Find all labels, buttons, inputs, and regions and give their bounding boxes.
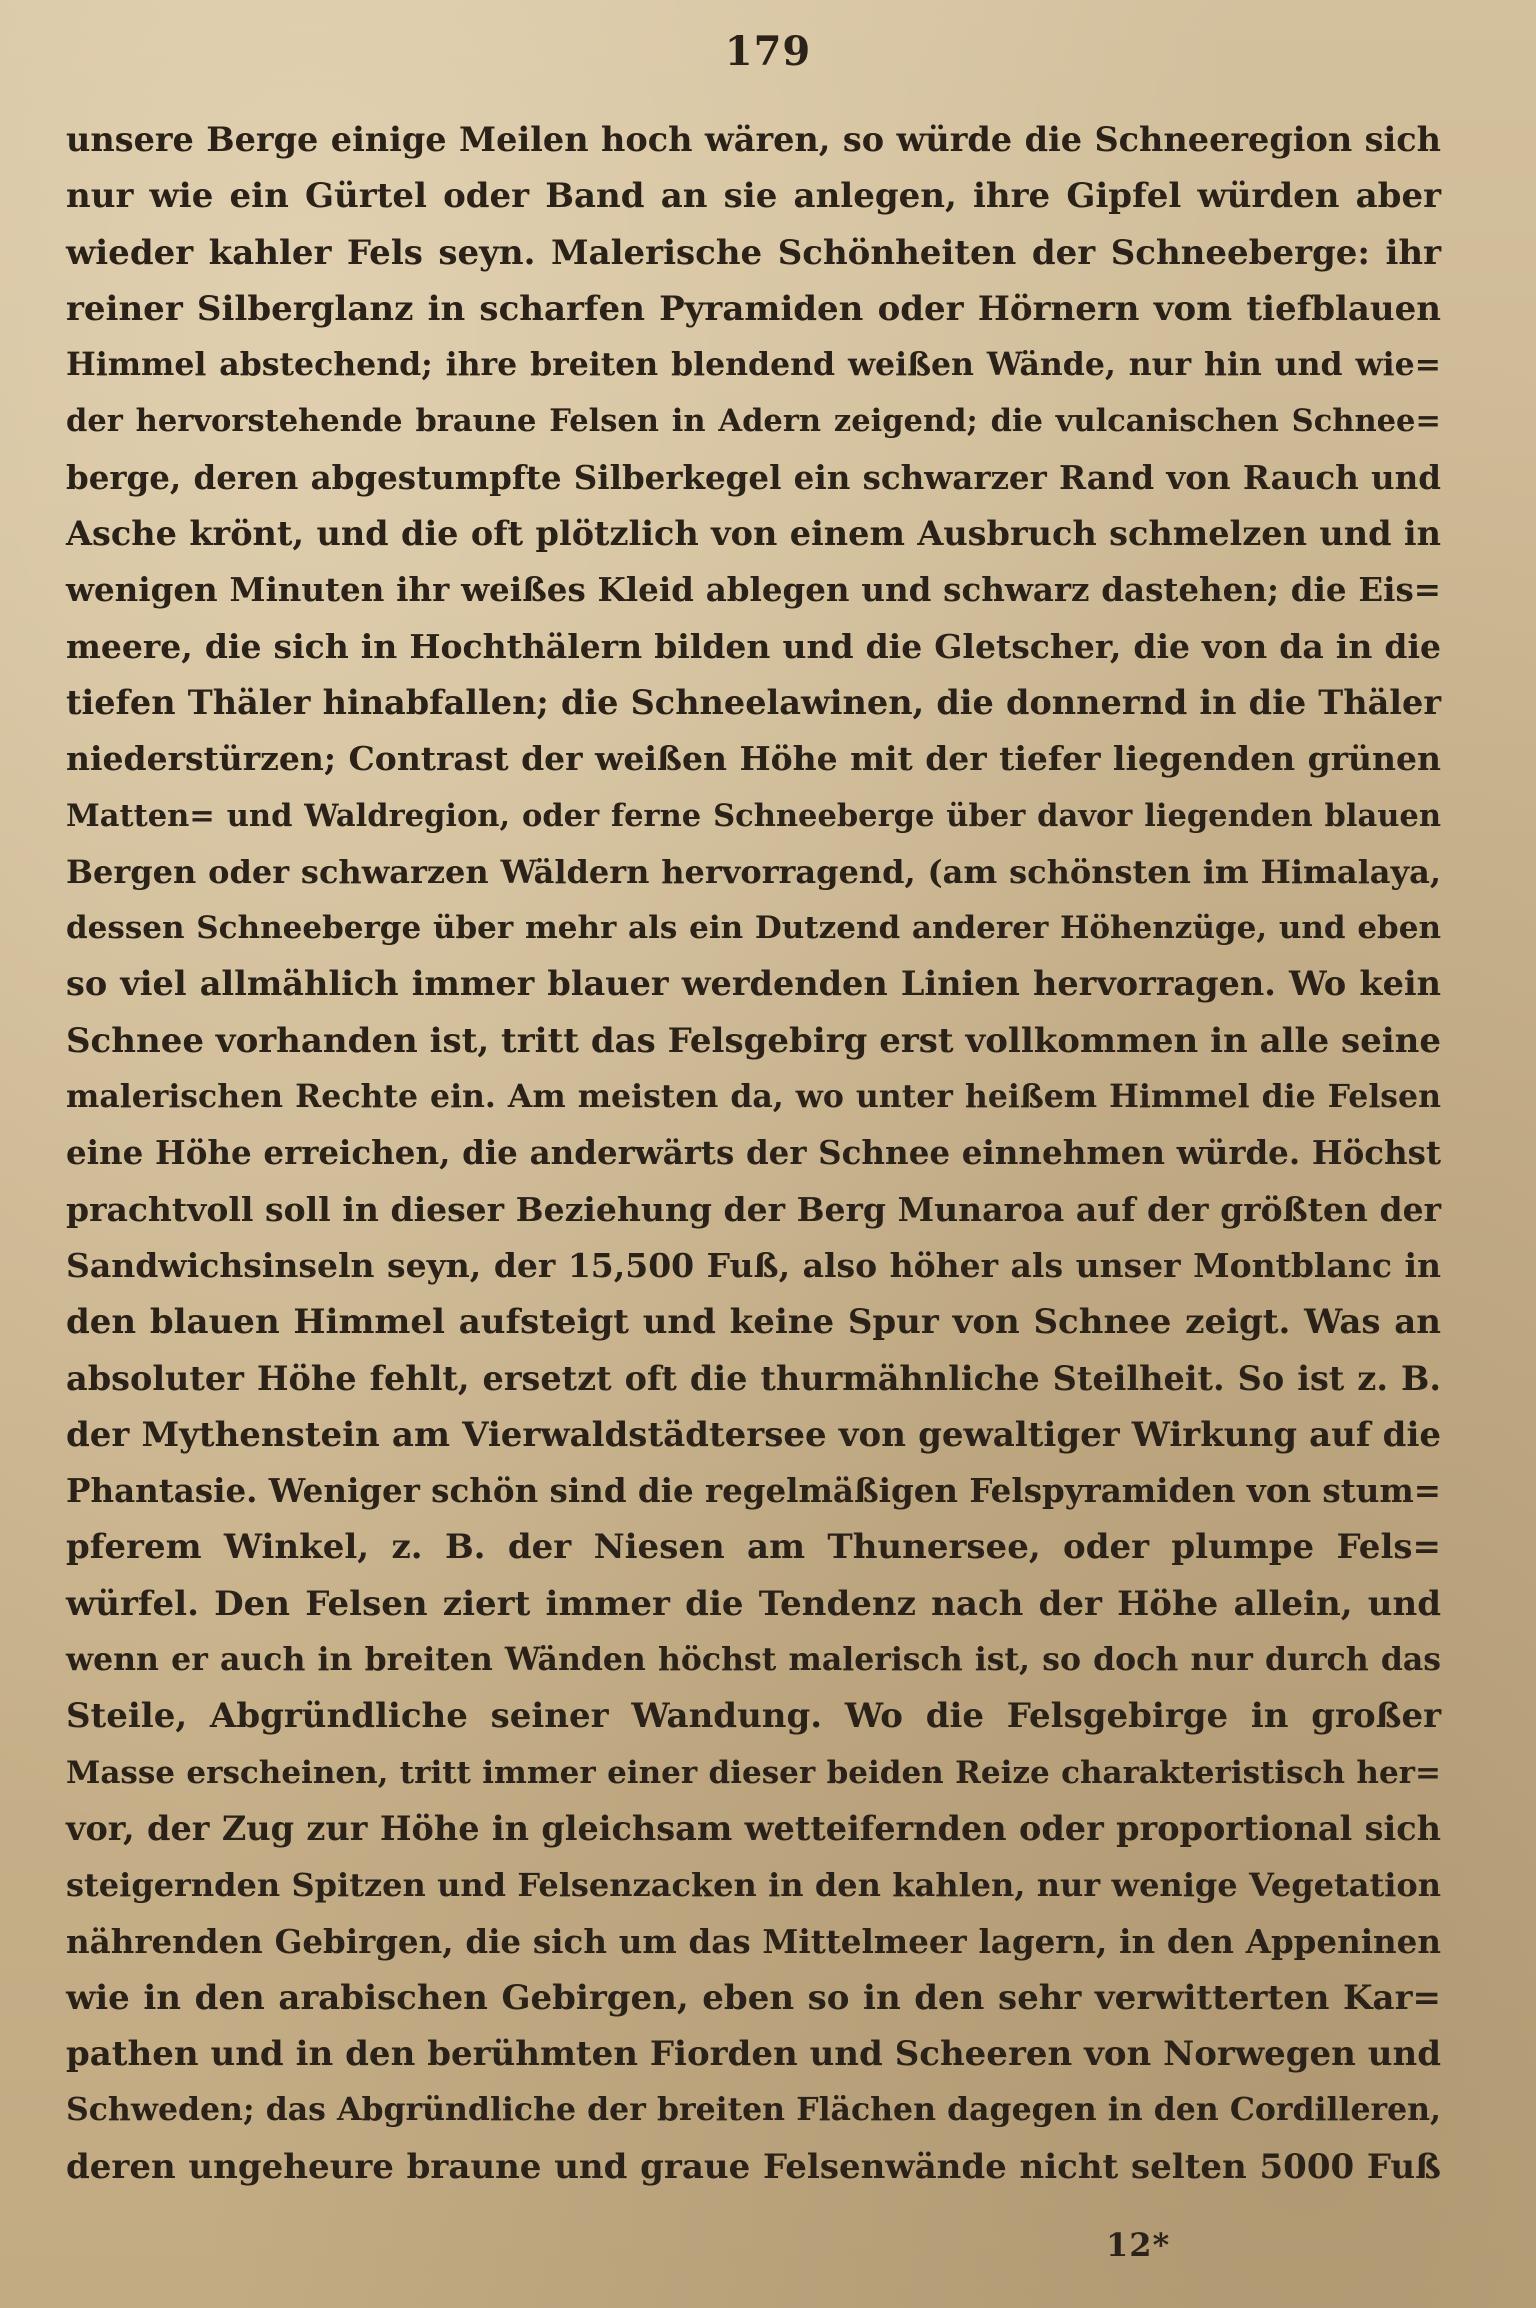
- text-line: meere, die sich in Hochthälern bilden und die Gletscher, die von da in die: [66, 626, 1441, 666]
- text-line: pathen und in den berühmten Fiorden und Scheeren von Norwegen und: [66, 2034, 1441, 2075]
- text-line: eine Höhe erreichen, die anderwärts der Schnee einnehmen würde. Höchst: [66, 1133, 1441, 1173]
- text-line: wieder kahler Fels seyn. Malerische Schönheiten der Schneeberge: ihr: [66, 232, 1441, 273]
- page-number: 179: [724, 28, 812, 75]
- text-line: Schweden; das Abgründliche der breiten Flächen dagegen in den Cordilleren,: [66, 2091, 1441, 2129]
- text-line: berge, deren abgestumpfte Silberkegel ein schwarzer Rand von Rauch und: [66, 457, 1441, 497]
- text-line: Schnee vorhanden ist, tritt das Felsgebirg erst vollkommen in alle seine: [66, 1020, 1441, 1061]
- text-line: niederstürzen; Contrast der weißen Höhe mit der tiefer liegenden grünen: [66, 739, 1441, 779]
- text-line: der Mythenstein am Vierwaldstädtersee von gewaltiger Wirkung auf die: [66, 1414, 1441, 1455]
- text-line: absoluter Höhe fehlt, ersetzt oft die thurmähnliche Steilheit. So ist z. B.: [66, 1358, 1441, 1398]
- text-line: tiefen Thäler hinabfallen; die Schneelawinen, die donnernd in die Thäler: [66, 682, 1441, 722]
- text-line: steigernden Spitzen und Felsenzacken in den kahlen, nur wenige Vegetation: [66, 1866, 1441, 1905]
- text-line: so viel allmählich immer blauer werdenden Linien hervorragen. Wo kein: [66, 964, 1441, 1004]
- text-line: nur wie ein Gürtel oder Band an sie anlegen, ihre Gipfel würden aber: [66, 176, 1441, 217]
- text-line: dessen Schneeberge über mehr als ein Dutzend anderer Höhenzüge, und eben: [66, 910, 1441, 947]
- text-line: Sandwichsinseln seyn, der 15,500 Fuß, also höher als unser Montblanc in: [66, 1245, 1441, 1285]
- text-line: prachtvoll soll in dieser Beziehung der Berg Munaroa auf der größten der: [66, 1189, 1441, 1229]
- text-line: Himmel abstechend; ihre breiten blendend weißen Wände, nur hin und wie=: [66, 346, 1441, 384]
- text-line: Bergen oder schwarzen Wäldern hervorragend, (am schönsten im Himalaya,: [66, 852, 1441, 891]
- text-line: wenigen Minuten ihr weißes Kleid ablegen und schwarz dastehen; die Eis=: [66, 570, 1441, 610]
- text-line: nährenden Gebirgen, die sich um das Mittelmeer lagern, in den Appeninen: [66, 1921, 1441, 1961]
- text-line: malerischen Rechte ein. Am meisten da, wo unter heißem Himmel die Felsen: [66, 1078, 1441, 1116]
- text-line: wenn er auch in breiten Wänden höchst malerisch ist, so doch nur durch das: [66, 1641, 1441, 1679]
- text-line: wie in den arabischen Gebirgen, eben so in den sehr verwitterten Kar=: [66, 1977, 1441, 2018]
- text-line: der hervorstehende braune Felsen in Adern zeigend; die vulcanischen Schnee=: [66, 403, 1441, 440]
- text-line: Phantasie. Weniger schön sind die regelmäßigen Felspyramiden von stum=: [66, 1471, 1441, 1511]
- body-text: [66, 112, 1441, 2195]
- text-line: Steile, Abgründliche seiner Wandung. Wo die Felsgebirge in großer: [66, 1696, 1441, 1737]
- text-line: Matten= und Waldregion, oder ferne Schneeberge über davor liegenden blauen: [66, 797, 1441, 834]
- text-line: vor, der Zug zur Höhe in gleichsam wetteifernden oder proportional sich: [66, 1808, 1441, 1848]
- text-line: reiner Silberglanz in scharfen Pyramiden oder Hörnern vom tiefblauen: [66, 288, 1441, 329]
- text-line: würfel. Den Felsen ziert immer die Tendenz nach der Höhe allein, und: [66, 1583, 1441, 1624]
- text-line: Asche krönt, und die oft plötzlich von einem Ausbruch schmelzen und in: [66, 514, 1441, 554]
- text-line: den blauen Himmel aufsteigt und keine Spur von Schnee zeigt. Was an: [66, 1302, 1441, 1343]
- signature-mark: 12*: [1106, 2226, 1171, 2264]
- text-line: Masse erscheinen, tritt immer einer dieser beiden Reize charakteristisch her=: [66, 1754, 1441, 1791]
- text-line: unsere Berge einige Meilen hoch wären, so würde die Schneeregion sich: [66, 120, 1441, 159]
- text-line: deren ungeheure braune und graue Felsenwände nicht selten 5000 Fuß: [66, 2146, 1441, 2187]
- text-line: pferem Winkel, z. B. der Niesen am Thunersee, oder plumpe Fels=: [66, 1527, 1441, 1568]
